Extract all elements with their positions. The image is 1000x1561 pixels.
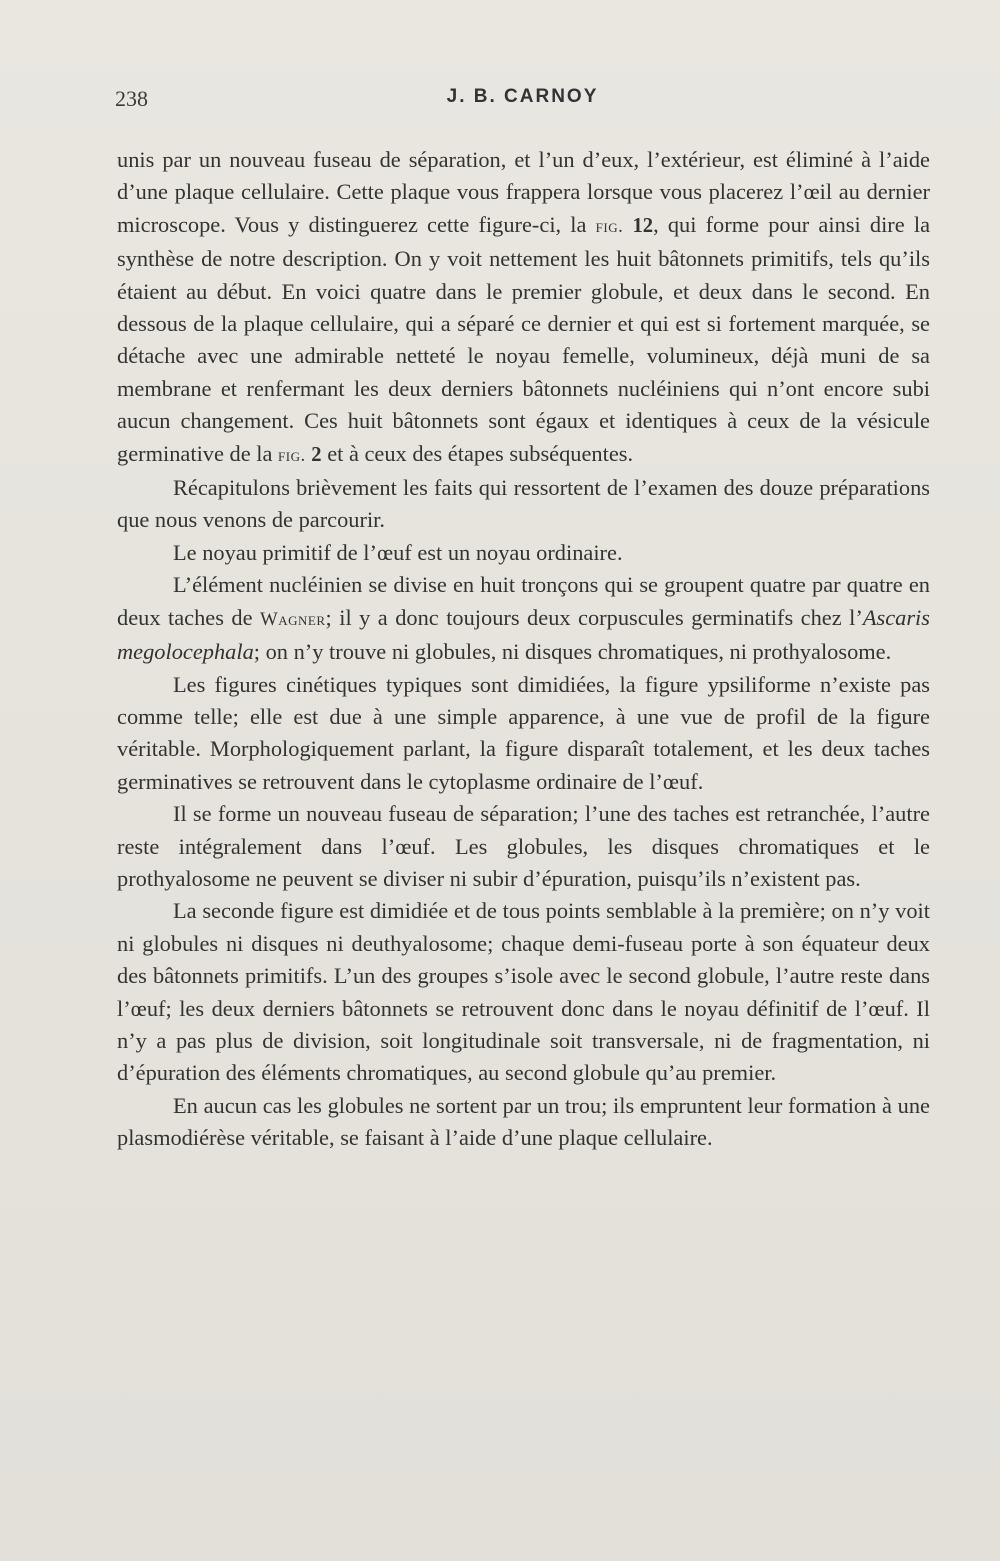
page-header [115,86,930,126]
paragraph-1-text-c: et à ceux des étapes subséquentes. [321,440,634,466]
paragraph-4 [117,569,930,668]
paragraph-1-text-a: unis par un nouveau fuseau de séparation, et l’un d’eux, l’extérieur, est éliminé à l’aide d’une plaque cellulaire. Cette plaque vous frappera lorsque vous placerez l’œil au dernier microscope. Vous y distinguerez cette figure-ci, la [117,147,930,237]
paragraph-2: Récapitulons brièvement les faits qui ressortent de l’examen des douze préparations que nous venons de parcourir. [117,475,930,533]
figure-reference-number: 2 [311,443,322,466]
paragraph-5: Les figures cinétiques typiques sont dimidiées, la figure ypsiliforme n’existe pas comme telle; elle est due à une simple apparence, à une vue de profil de la figure véritable. Morphologiquement parlant, la figure disparaît totalement, et les deux taches germinatives se retrouvent dans le cytoplasme ordinaire de l’œuf. [117,671,930,794]
paragraph-4-text-a: L’élément nucléinien se divise en huit tronçons qui se groupent quatre par quatre en deux taches de [117,572,930,630]
paragraph-8: En aucun cas les globules ne sortent par un trou; ils empruntent leur formation à une plasmodiérèse véritable, se faisant à l’aide d’une plaque cellulaire. [117,1092,930,1151]
paragraph-7: La seconde figure est dimidiée et de tous points semblable à la première; on n’y voit ni globules ni disques ni deuthyalosome; chaque demi-fuseau porte à son équateur deux des bâtonnets primitifs. L’un des groupes s’isole avec le second globule, l’autre reste dans l’œuf; les deux derniers bâtonnets se retrouvent donc dans le noyau définitif de l’œuf. Il n’y a pas plus de division, soit longitudinale soit transversale, ni de fragmentation, ni d’épuration des éléments chromatiques, au second globule qu’au premier. [117,898,930,1086]
paragraph-1-text-b: , qui forme pour ainsi dire la synthèse de notre description. On y voit nettement les huit bâtonnets primitifs, tels qu’ils étaient au début. En voici quatre dans le premier globule, et deux dans le second. En dessous de la plaque cellulaire, qui a séparé ce dernier et qui est si fortement marquée, se détache avec une admirable netteté le noyau femelle, volumineux, déjà muni de sa membrane et renfermant les deux derniers bâtonnets nucléiniens qui n’ont encore subi aucun changement. Ces huit bâtonnets sont égaux et identiques à ceux de la vésicule germinative de la [117,211,931,466]
figure-reference-label: fig. [595,215,624,237]
species-name: Ascaris megolocephala [117,604,930,665]
paragraph-6: Il se forme un nouveau fuseau de séparation; l’une des taches est retranchée, l’autre reste intégralement dans l’œuf. Les globules, les disques chromatiques et le prothyalosome ne peuvent se diviser ni subir d’épuration, puisqu’ils n’existent pas. [117,801,930,891]
running-head: J. B. CARNOY [446,86,599,107]
paragraph-3: Le noyau primitif de l’œuf est un noyau ordinaire. [173,539,623,565]
paragraph-1 [117,144,930,472]
figure-reference-label: fig. [278,444,306,466]
paragraph-4-text-b: ; il y a donc toujours deux corpuscules germinatifs chez l’ [325,604,863,630]
body-text [117,144,930,1155]
figure-reference-number: 12 [632,214,654,237]
page-number: 238 [115,86,148,111]
paragraph-4-text-c: ; on n’y trouve ni globules, ni disques chromatiques, ni prothyalosome. [253,639,892,665]
author-name: Wagner [260,608,326,630]
